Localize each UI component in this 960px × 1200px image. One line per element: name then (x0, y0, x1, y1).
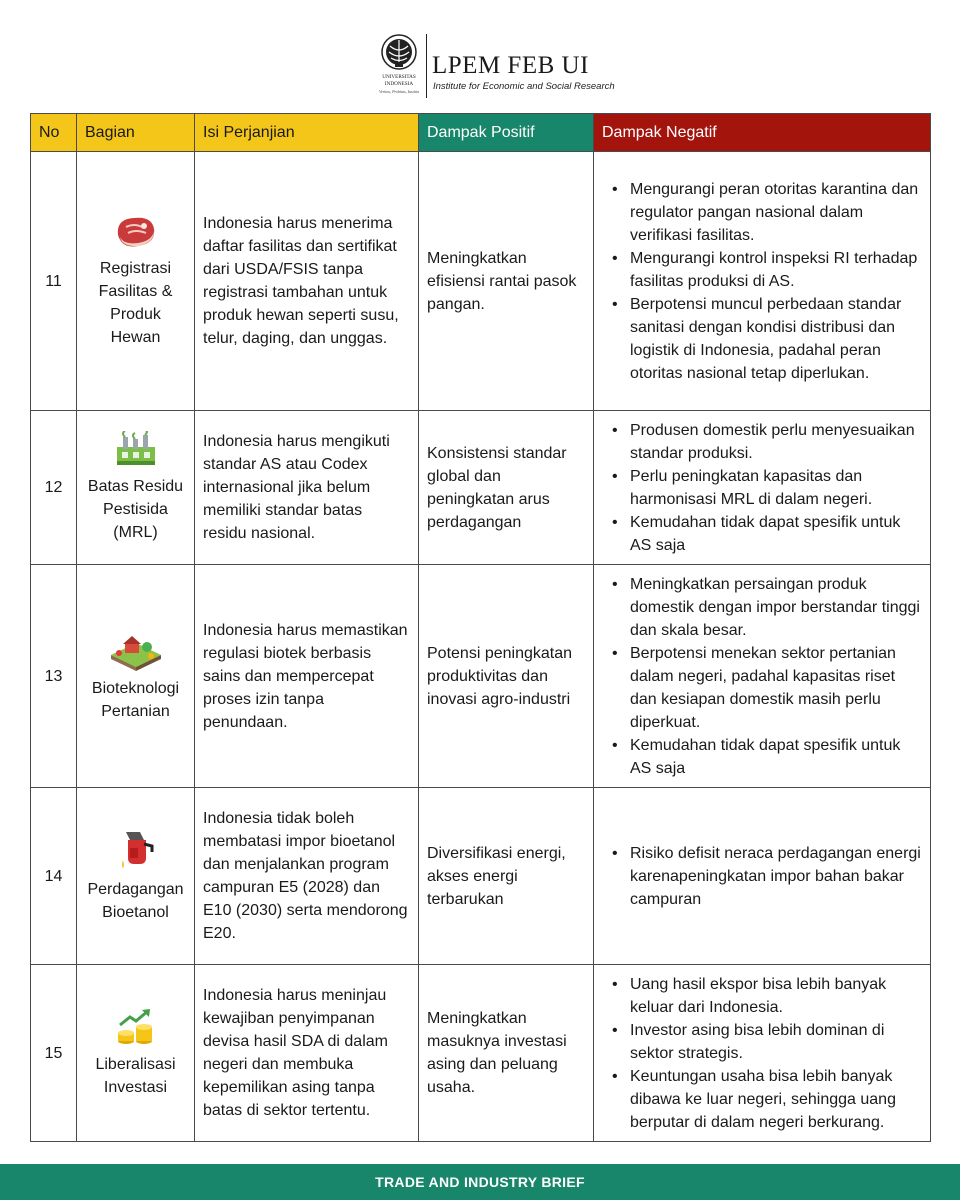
fuel-nozzle-icon (116, 828, 156, 872)
bagian-label-line: Registrasi (99, 260, 172, 277)
dampak-positif-cell: Konsistensi standar global dan peningkatan arus perdagangan (419, 411, 594, 565)
dampak-negatif-cell (594, 152, 931, 411)
dampak-negatif-cell (594, 411, 931, 565)
table-row (31, 965, 931, 1142)
bagian-label-line: Pestisida (103, 501, 168, 518)
dampak-negatif-item: • Risiko defisit neraca perdagangan energi karenapeningkatan impor bahan bakar campuran (604, 842, 922, 911)
logo-title: LPEM FEB UI (432, 52, 589, 79)
header (0, 30, 960, 102)
column-header-dampak-positif: Dampak Positif (419, 114, 594, 152)
svg-text:UNIVERSITAS: UNIVERSITAS (382, 74, 416, 80)
dampak-positif-cell: Meningkatkan masuknya investasi asing dan peluang usaha. (419, 965, 594, 1142)
agreement-table (30, 113, 931, 1142)
footer-banner: TRADE AND INDUSTRY BRIEF (0, 1164, 960, 1200)
bagian-label-line: (MRL) (113, 524, 158, 541)
bagian-label-line: Liberalisasi (95, 1056, 176, 1073)
dampak-negatif-cell (594, 565, 931, 788)
dampak-positif-cell: Potensi peningkatan produktivitas dan inovasi agro-industri (419, 565, 594, 788)
coins-growth-icon (114, 1007, 158, 1047)
dampak-negatif-item: • Meningkatkan persaingan produk domestik dengan impor berstandar tinggi dan skala besar. (604, 573, 922, 642)
column-header-no: No (31, 114, 77, 152)
dampak-positif-cell: Diversifikasi energi, akses energi terbarukan (419, 788, 594, 965)
column-header-dampak-negatif: Dampak Negatif (594, 114, 931, 152)
dampak-negatif-item: • Kemudahan tidak dapat spesifik untuk AS saja (604, 511, 922, 557)
bagian-label-line: Perdagangan (87, 881, 184, 898)
bagian-cell (77, 152, 195, 411)
column-header-bagian: Bagian (77, 114, 195, 152)
dampak-negatif-item: • Mengurangi peran otoritas karantina dan regulator pangan nasional dalam verifikasi fasilitas. (604, 178, 922, 247)
isi-perjanjian-cell: Indonesia tidak boleh membatasi impor bioetanol dan menjalankan program campuran E5 (2028) dan E10 (2030) serta mendorong E20. (195, 788, 419, 965)
row-number: 14 (31, 788, 77, 965)
bagian-label-line: Fasilitas & (98, 283, 173, 300)
dampak-positif-cell: Meningkatkan efisiensi rantai pasok pangan. (419, 152, 594, 411)
dampak-negatif-item: • Uang hasil ekspor bisa lebih banyak keluar dari Indonesia. (604, 973, 922, 1019)
row-number: 11 (31, 152, 77, 411)
column-header-isi: Isi Perjanjian (195, 114, 419, 152)
dampak-negatif-item: • Berpotensi muncul perbedaan standar sanitasi dengan kondisi distribusi dan logistik di Indonesia, padahal peran otoritas nasional tetap diperlukan. (604, 293, 922, 385)
dampak-negatif-item: • Investor asing bisa lebih dominan di sektor strategis. (604, 1019, 922, 1065)
isi-perjanjian-cell: Indonesia harus memastikan regulasi biotek berbasis sains dan mempercepat proses izin tanpa penundaan. (195, 565, 419, 788)
factory-icon (113, 431, 159, 469)
table-row (31, 152, 931, 411)
table-row (31, 788, 931, 965)
dampak-negatif-cell (594, 965, 931, 1142)
bagian-cell (77, 565, 195, 788)
row-number: 15 (31, 965, 77, 1142)
farm-icon (109, 629, 163, 671)
table-row (31, 411, 931, 565)
svg-text:INDONESIA: INDONESIA (384, 81, 414, 87)
bagian-label-line: Batas Residu (87, 478, 184, 495)
isi-perjanjian-cell: Indonesia harus mengikuti standar AS atau Codex internasional jika belum memiliki standar batas residu nasional. (195, 411, 419, 565)
bagian-cell (77, 788, 195, 965)
dampak-negatif-item: • Berpotensi menekan sektor pertanian dalam negeri, padahal kapasitas riset dan kesiapan domestik masih perlu diperkuat. (604, 642, 922, 734)
bagian-label-line: Hewan (110, 329, 161, 346)
bagian-cell (77, 411, 195, 565)
dampak-negatif-item: • Kemudahan tidak dapat spesifik untuk AS saja (604, 734, 922, 780)
row-number: 12 (31, 411, 77, 565)
svg-text:Veritas, Probitas, Iustitia: Veritas, Probitas, Iustitia (378, 89, 420, 94)
row-number: 13 (31, 565, 77, 788)
dampak-negatif-item: • Perlu peningkatan kapasitas dan harmonisasi MRL di dalam negeri. (604, 465, 922, 511)
bagian-label-line: Produk (110, 306, 161, 323)
logo-subtitle: Institute for Economic and Social Research (433, 81, 615, 92)
isi-perjanjian-cell: Indonesia harus meninjau kewajiban penyimpanan devisa hasil SDA di dalam negeri dan membuka kepemilikan asing tanpa batas di sektor tertentu. (195, 965, 419, 1142)
dampak-negatif-item: • Produsen domestik perlu menyesuaikan standar produksi. (604, 419, 922, 465)
bagian-label-line: Bioteknologi (91, 680, 180, 697)
bagian-label-line: Pertanian (101, 703, 170, 720)
bagian-label-line: Bioetanol (102, 904, 169, 921)
table-header-row (31, 114, 931, 152)
table-row (31, 565, 931, 788)
isi-perjanjian-cell: Indonesia harus menerima daftar fasilitas dan sertifikat dari USDA/FSIS tanpa registrasi tambahan untuk produk hewan seperti susu, telur, daging, dan unggas. (195, 152, 419, 411)
dampak-negatif-item: • Mengurangi kontrol inspeksi RI terhadap fasilitas produksi di AS. (604, 247, 922, 293)
dampak-negatif-cell (594, 788, 931, 965)
bagian-label-line: Investasi (103, 1079, 168, 1096)
bagian-cell (77, 965, 195, 1142)
logo-divider (426, 34, 427, 98)
universitas-indonesia-emblem-icon (376, 32, 422, 100)
meat-icon (112, 213, 160, 251)
dampak-negatif-item: • Keuntungan usaha bisa lebih banyak dibawa ke luar negeri, sehingga uang berputar di dalam negeri berkurang. (604, 1065, 922, 1134)
